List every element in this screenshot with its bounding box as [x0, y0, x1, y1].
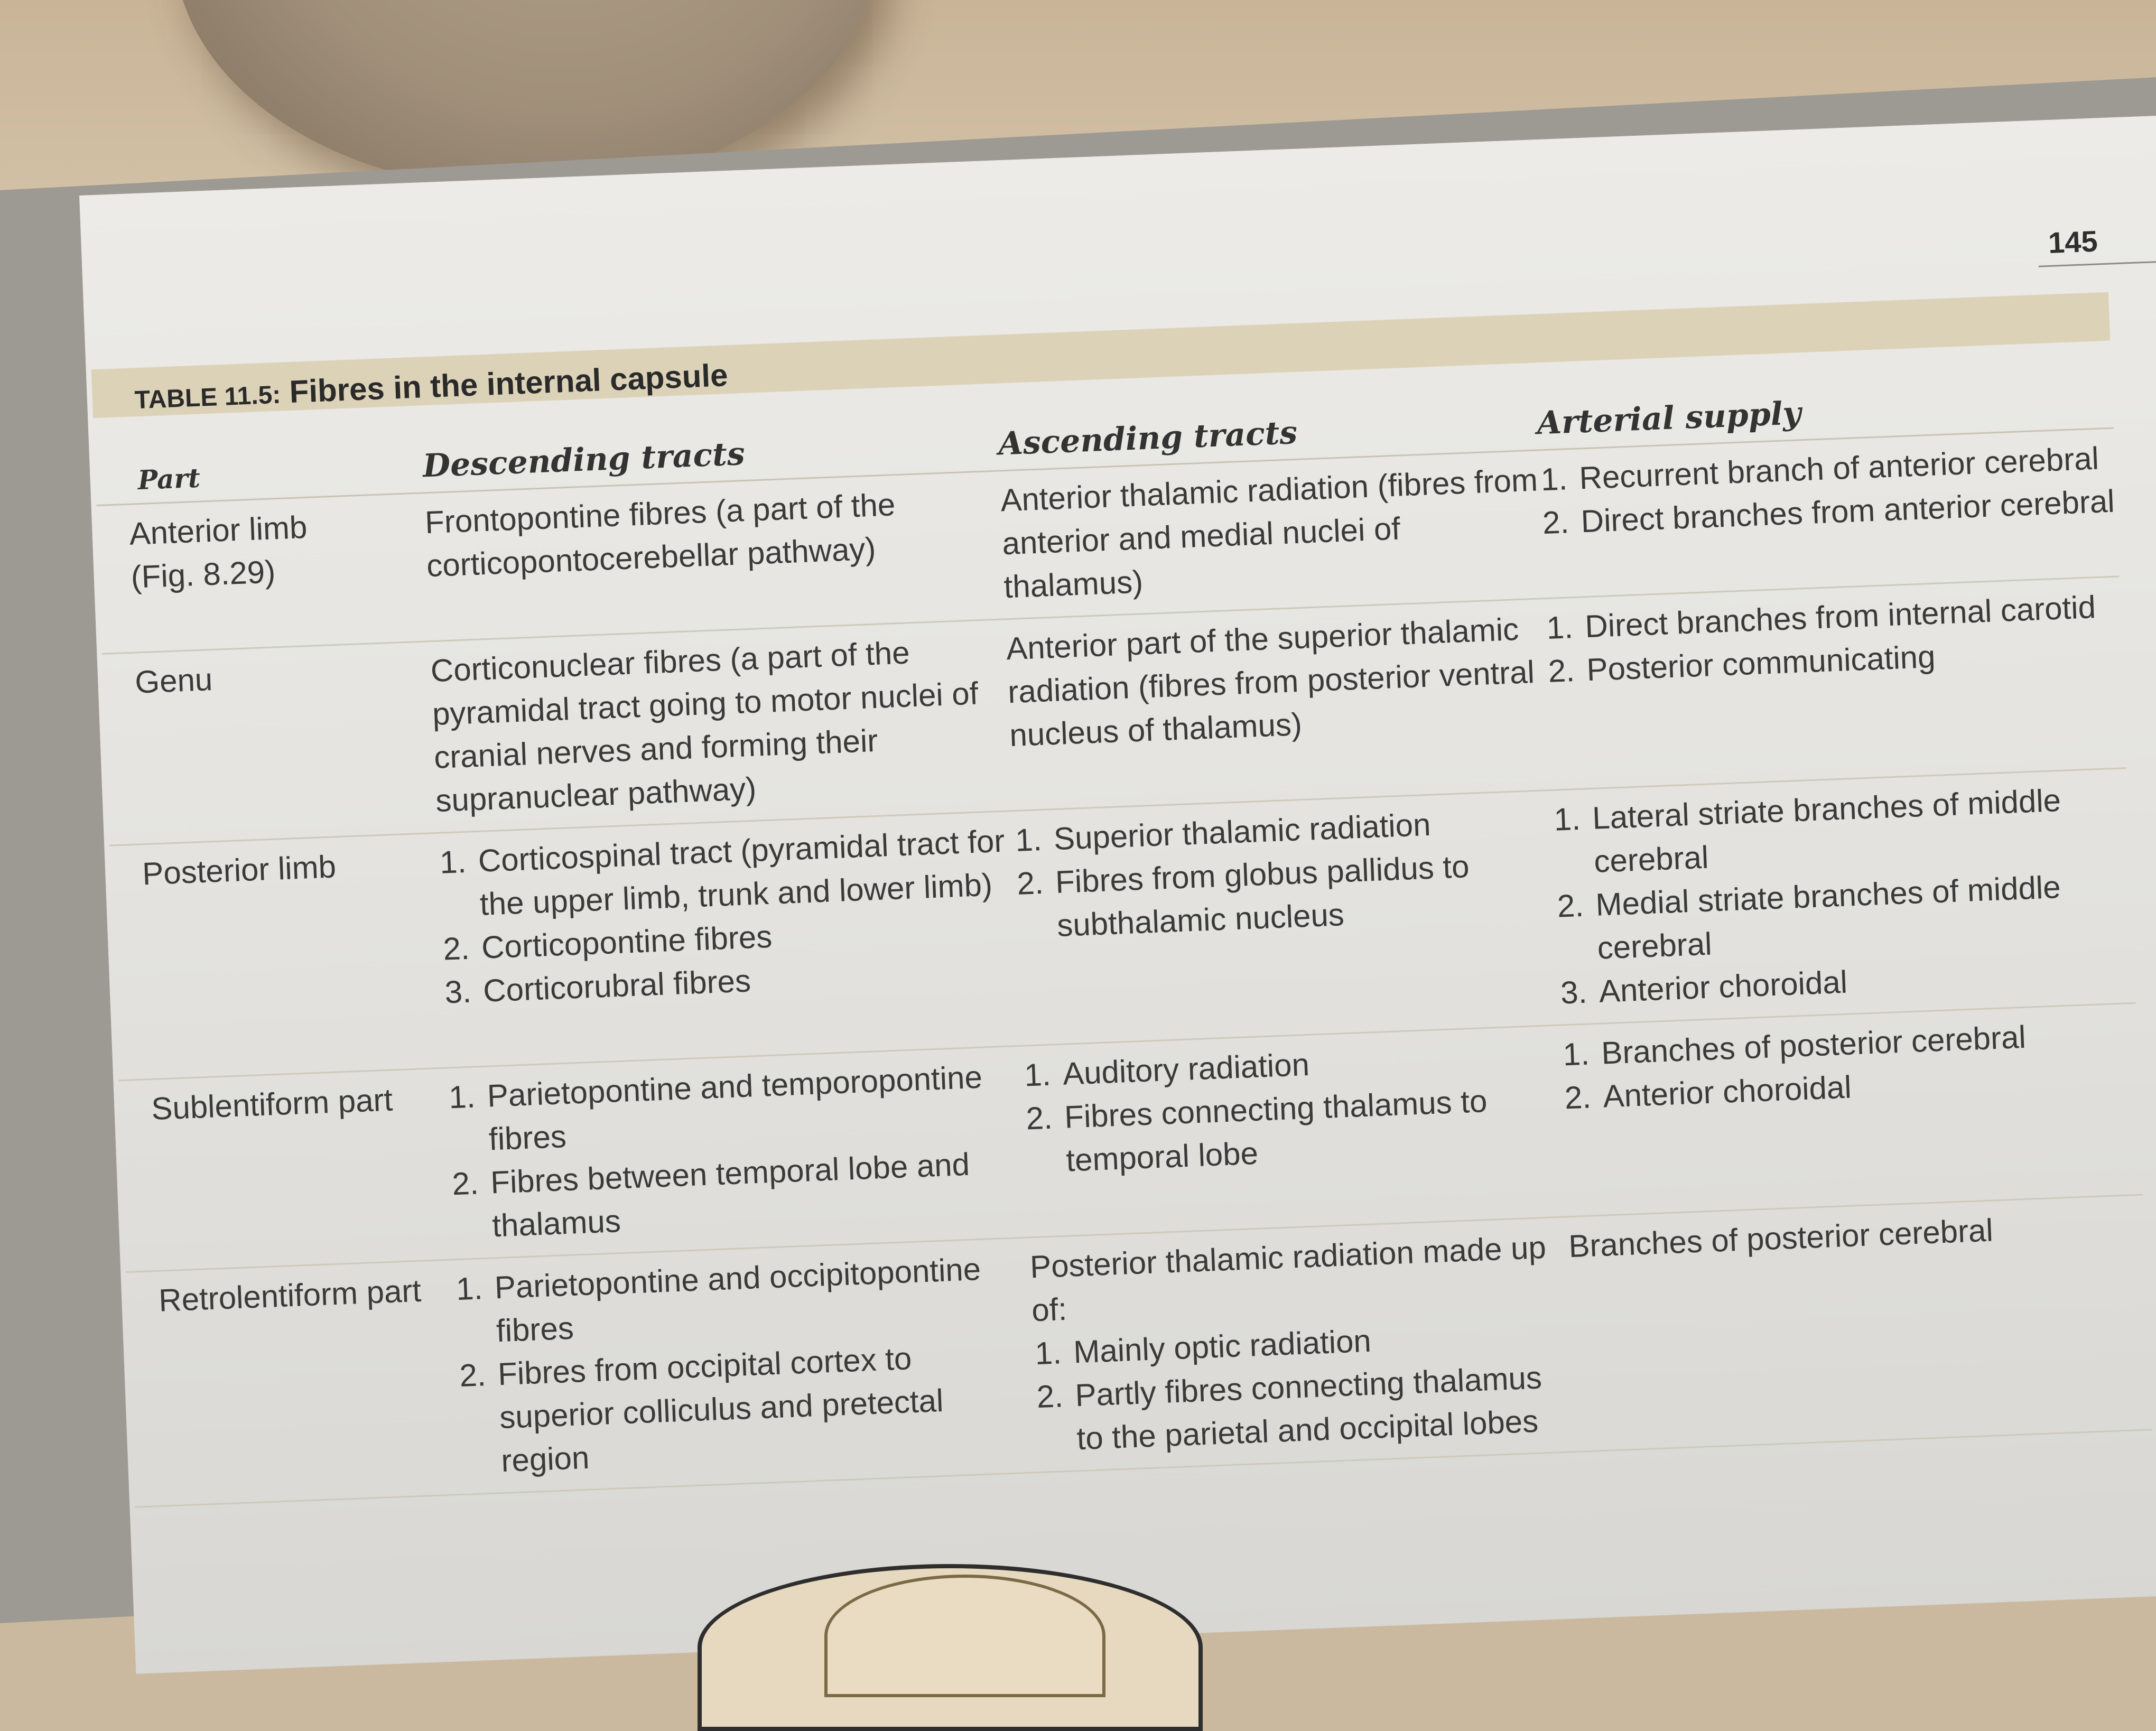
ascending-item: 2. Fibres from globus pallidus to subthalamic nucleus [1052, 842, 1557, 947]
descending-cell: Corticonuclear fibres (a part of the pyramidal tract going to motor nuclei of cranial nerves and forming their supranuclear pathway) [430, 635, 979, 818]
arterial-cell: Branches of posterior cerebral [1568, 1212, 1994, 1264]
ascending-intro: Posterior thalamic radiation made up of: [1029, 1229, 1547, 1328]
arterial-item: 2. Direct branches from anterior cerebral [1577, 479, 2117, 543]
part-cell [97, 501, 429, 644]
part-name: Retrolentiform part [158, 1272, 422, 1318]
header-ascending: Ascending tracts [998, 414, 1298, 463]
descending-item: 2. Fibres from occipital cortex to superior colliculus and pretectal region [494, 1332, 1038, 1483]
ascending-item: 1. Mainly optic radiation [1070, 1311, 1573, 1374]
ascending-cell: Anterior part of the superior thalamic radiation (fibres from posterior ventral nucleus of thalamus) [1005, 611, 1535, 753]
arterial-item: 3. Anterior choroidal [1595, 950, 2135, 1013]
arterial-item: 2. Anterior choroidal [1599, 1055, 2139, 1119]
page-number: 145 [2047, 224, 2098, 260]
part-cell [126, 1268, 462, 1496]
part-cell [110, 841, 445, 1070]
header-arterial: Arterial supply [1536, 395, 1802, 442]
fibres-table [91, 292, 2152, 1508]
part-cell [103, 649, 436, 835]
descending-cell [453, 1245, 1037, 1484]
arterial-item: 1. Branches of posterior cerebral [1597, 1011, 2138, 1075]
bottom-figure-inner [824, 1575, 1105, 1697]
book-page [79, 115, 2156, 1674]
descending-cell: Frontopontine fibres (a part of the corticopontocerebellar pathway) [424, 487, 896, 584]
ascending-item: 2. Partly fibres connecting thalamus to the parietal and occipital lobes [1071, 1355, 1576, 1460]
table-title-text: Fibres in the internal capsule [289, 357, 729, 410]
part-name: Sublentiform part [151, 1082, 394, 1127]
arterial-item: 2. Posterior communicating [1583, 628, 2123, 692]
descending-cell [437, 819, 1021, 1058]
arterial-cell [1551, 776, 2135, 1015]
part-figure-ref: (Fig. 8.29) [130, 554, 276, 595]
descending-item: 3. Corticorubral fibres [479, 949, 1019, 1013]
descending-item: 1. Parietopontine and temporopontine fibres [483, 1054, 1025, 1161]
part-cell [119, 1076, 453, 1262]
ascending-item: 1. Auditory radiation [1059, 1034, 1562, 1096]
descending-item: 1. Corticospinal tract (pyramidal tract for the upper limb, trunk and lower limb) [474, 819, 1016, 926]
ascending-cell [1022, 1034, 1567, 1227]
arterial-item: 1. Lateral striate branches of middle cerebral [1588, 776, 2131, 883]
header-part: Part [137, 462, 201, 496]
part-name: Posterior limb [142, 849, 337, 892]
part-name: Genu [134, 662, 213, 700]
table-label: TABLE 11.5: [134, 380, 282, 415]
ascending-item: 2. Fibres connecting thalamus to temporal lobe [1061, 1077, 1566, 1183]
descending-item: 2. Corticopontine fibres [478, 906, 1018, 970]
ascending-cell [1013, 798, 1560, 1036]
arterial-cell [1544, 584, 2126, 780]
header-descending: Descending tracts [422, 435, 746, 485]
ascending-cell [1029, 1225, 1576, 1462]
page-number-rule [2039, 260, 2156, 267]
arterial-item: 1. Recurrent branch of anterior cerebral [1575, 436, 2115, 500]
arterial-item: 2. Medial striate branches of middle cerebral [1592, 863, 2134, 970]
descending-cell [446, 1054, 1028, 1250]
part-name: Anterior limb [128, 509, 308, 552]
arterial-cell [1560, 1011, 2143, 1207]
descending-item: 2. Fibres between temporal lobe and thalamus [487, 1141, 1029, 1248]
ascending-item: 1. Superior thalamic radiation [1050, 798, 1553, 861]
arterial-item: 1. Direct branches from internal carotid [1581, 584, 2121, 648]
arterial-cell [1538, 436, 2119, 589]
descending-item: 1. Parietopontine and occipitopontine fibres [490, 1245, 1033, 1353]
ascending-cell: Anterior thalamic radiation (fibres from anterior and medial nuclei of thalamus) [1000, 462, 1539, 605]
